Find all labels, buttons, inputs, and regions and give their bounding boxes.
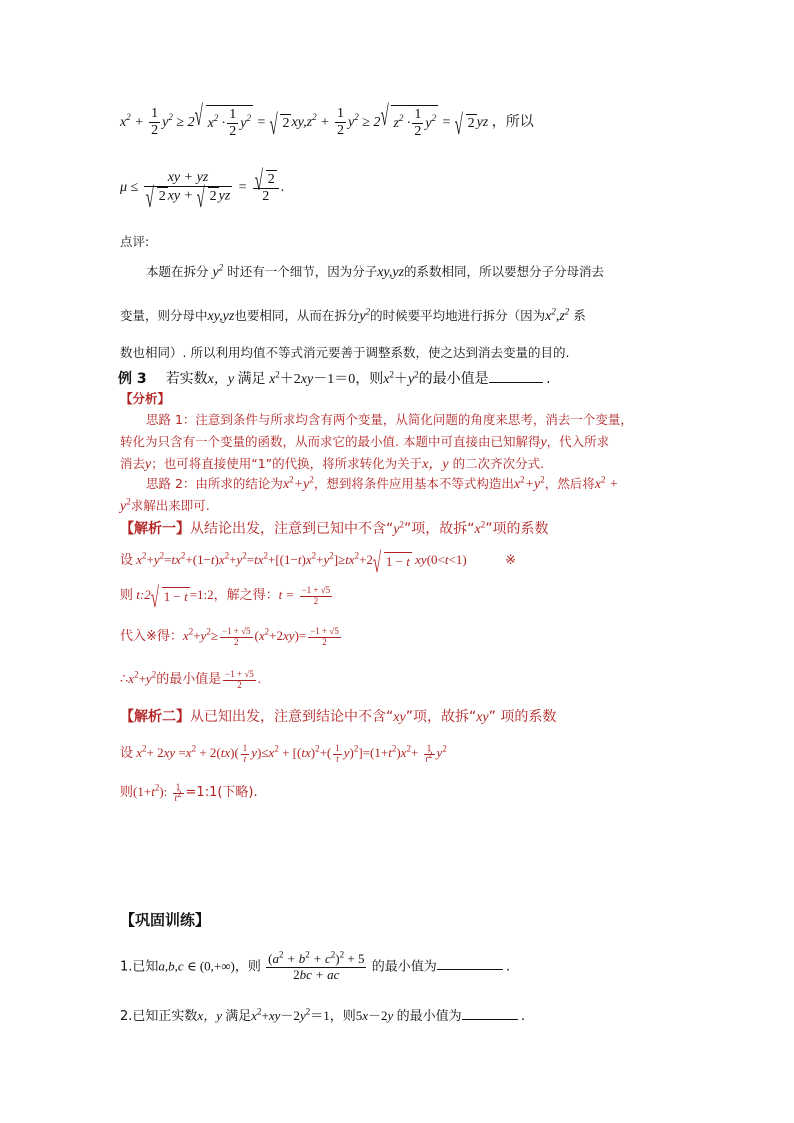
- line2-end: .: [280, 179, 285, 195]
- solution-2-equation: 则$(1+t^2)$: $\frac{1}{t^2}$ =1:1(下略).: [120, 782, 258, 803]
- answer-blank: [462, 1019, 518, 1020]
- analysis-idea2-line1: 思路 2：由所求的结论为$x^2+y^2$，想到将条件应用基本不等式构造出$x^2+y^2$，然后将$x^2$ +: [146, 474, 619, 492]
- solution-1-equation: 则 t:2 √ 1 − t =1:2，解之得：t = $\frac{-1 + √5}{2}$: [120, 584, 331, 615]
- practice-question-2: 2.已知正实数x，y 满足$x^2+xy-2y^2=1$，则5x－2y 的最小值为 .: [120, 1006, 525, 1024]
- answer-blank: [489, 382, 543, 383]
- line1-tail: ，所以: [491, 113, 534, 130]
- answer-blank: [437, 969, 503, 970]
- comment-paragraph-1: 本题在拆分 $y^2$ 时还有一个细节，因为分子xy,yz的系数相同，所以要想分子分母消去: [146, 262, 605, 280]
- question-text: 2.已知正实数: [120, 1009, 198, 1024]
- analysis-idea1-line3: 消去y；也可将直接使用“1”的代换，将所求转化为关于x，y 的二次齐次分式.: [120, 456, 545, 472]
- comment-text: 也要相同，从而在拆分: [234, 308, 360, 323]
- example-3: 例 3 若实数x，y 满足 $x^2+2xy-1=0$，则$x^2+y^2$的最小值是 .: [118, 369, 551, 387]
- solution-text: 从已知出发，注意到结论中不含“: [190, 709, 394, 725]
- solution-1-heading: 【解析一】: [120, 521, 190, 537]
- analysis-idea2-line2: $y^2$求解出来即可.: [120, 496, 210, 514]
- solution-1-substitution: 代入※得：$x^2+y^2\ge$ $\frac{-1 + √5}{2}$ $(x^2+2xy)=$ $\frac{-1 + √5}{2}$: [120, 626, 339, 647]
- solution-text: ” 项的系数: [488, 709, 557, 725]
- solution-text: ”项的系数: [485, 521, 549, 537]
- question-text: 的最小值为: [396, 1009, 462, 1024]
- comment-text: 本题在拆分: [146, 264, 209, 279]
- solution-text: 代入※得：: [120, 629, 183, 644]
- example-text: 若实数: [165, 371, 208, 387]
- comment-paragraph-2: 变量，则分母中xy,yz也要相同，从而在拆分$y^2$的时候要平均地进行拆分（因为$x^2,z^2$ 系: [120, 306, 586, 324]
- analysis-text: ，想到将条件应用基本不等式构造出: [313, 476, 514, 491]
- example-text: 满足: [237, 371, 266, 387]
- example-text: .: [546, 371, 551, 387]
- question-text: ，则: [329, 1009, 356, 1024]
- example-text: ，则: [355, 371, 384, 387]
- solution-text: 设: [120, 746, 134, 761]
- solution-2-setup: 设 $x^2+ 2xy =x^2 + 2(tx)$( $\frac{1}{t}$ $y)\le x^2 + [(tx)^2+$( $\frac{1}{t}$ $y)^2]=(1+t^2)x^2+$ $\frac{1}{t^2}$ $y^2$: [120, 743, 447, 764]
- analysis-text: 消去: [120, 456, 146, 471]
- solution-2-heading-line: 【解析二】从已知出发，注意到结论中不含“xy”项，故拆“xy” 项的系数: [120, 709, 557, 725]
- analysis-text: 转化为只含有一个变量的函数，从而求它的最小值. 本题中可直接由已知解得: [120, 434, 541, 449]
- solution-1-heading-line: 【解析一】从结论出发，注意到已知中不含“$y^2$”项，故拆“$x^2$”项的系数: [120, 519, 549, 537]
- analysis-text: ，代入所求: [546, 434, 610, 449]
- comment-text: 的系数相同，所以要想分子分母消去: [404, 264, 605, 279]
- solution-1-conclusion: $\therefore x^2+y^2$的最小值是 $\frac{-1 + √5}{2}$ .: [120, 669, 262, 690]
- question-text: 满足: [225, 1009, 252, 1024]
- mu-bound-line: μ ≤ xy + yz √ 2 xy + √ 2 yz = √ 2 2 .: [120, 167, 285, 215]
- reference-mark: ※: [505, 552, 517, 567]
- analysis-heading: 【分析】: [120, 391, 171, 406]
- analysis-text: 的二次齐次分式.: [452, 456, 545, 471]
- therefore-symbol: ∴: [120, 671, 129, 686]
- solution-text: ，解之得：: [213, 588, 279, 603]
- solution-text: ”项，故拆“: [403, 521, 475, 537]
- analysis-idea1-line2: 转化为只含有一个变量的函数，从而求它的最小值. 本题中可直接由已知解得y，代入所求: [120, 434, 610, 450]
- practice-heading: 【巩固训练】: [120, 911, 211, 929]
- solution-1-setup: 设 $x^2+y^2=tx^2+(1-t)x^2+y^2=tx^2+[(1-t)x^2+y^2]\ge tx^2+2$ √ 1 − t xy(0<t<1) ※: [120, 549, 517, 580]
- comment-text: 的时候要平均地进行拆分（因为: [370, 308, 546, 323]
- analysis-text: 求解出来即可.: [130, 498, 210, 513]
- solution-text: ”项，故拆“: [405, 709, 477, 725]
- practice-question-1: 1.已知a,b,c ∈ (0,+∞)，则 $\frac{(a^2 + b^2 + c^2)^2 + 5}{2bc + ac}$ 的最小值为 .: [120, 949, 511, 982]
- solution-text: 的最小值是: [156, 672, 222, 687]
- question-text: 1.已知: [120, 959, 159, 975]
- solution-2-heading: 【解析二】: [120, 709, 190, 725]
- question-text: 的最小值为: [371, 959, 437, 975]
- question-text: ，则: [234, 959, 261, 975]
- comment-paragraph-3: 数也相同）. 所以利用均值不等式消元要善于调整系数，使之达到消去变量的目的.: [120, 345, 570, 360]
- analysis-text: 思路 2：由所求的结论为: [146, 476, 283, 491]
- analysis-text: ，然后将: [544, 476, 595, 491]
- solution-text: 则: [120, 785, 134, 800]
- comment-heading: 点评:: [120, 234, 150, 249]
- solution-text: .: [257, 671, 262, 686]
- solution-text: 设: [120, 553, 134, 568]
- comment-text: 时还有一个细节，因为分子: [227, 264, 378, 279]
- analysis-text: ；也可将直接使用“1”的代换，将所求转化为关于: [151, 456, 423, 471]
- solution-text: =1:1(下略).: [185, 785, 258, 800]
- question-text: .: [505, 959, 511, 975]
- inequality-line: $x^2$ + $\frac{1}{2}$ $y^2 \ge 2$ √ $x^2$ · $\frac{1}{2}$ $y^2$ = √ 2 $xy,z^2$ + $\frac{1}{2}$ $y^2 \ge 2$ √ $z^2$ · $\frac{1}{2}$ $y^2$ = √ 2 yz ，所以: [120, 102, 534, 142]
- solution-text: 则: [120, 588, 134, 603]
- solution-text: 从结论出发，注意到已知中不含“: [190, 521, 394, 537]
- analysis-idea1-line1: 思路 1：注意到条件与所求均含有两个变量，从简化问题的角度来思考，消去一个变量，: [146, 412, 633, 427]
- comment-text: 变量，则分母中: [120, 308, 208, 323]
- comment-text: 系: [573, 308, 586, 323]
- example-text: 的最小值是: [418, 371, 489, 387]
- example-label: 例 3: [118, 371, 147, 387]
- question-text: .: [520, 1009, 525, 1024]
